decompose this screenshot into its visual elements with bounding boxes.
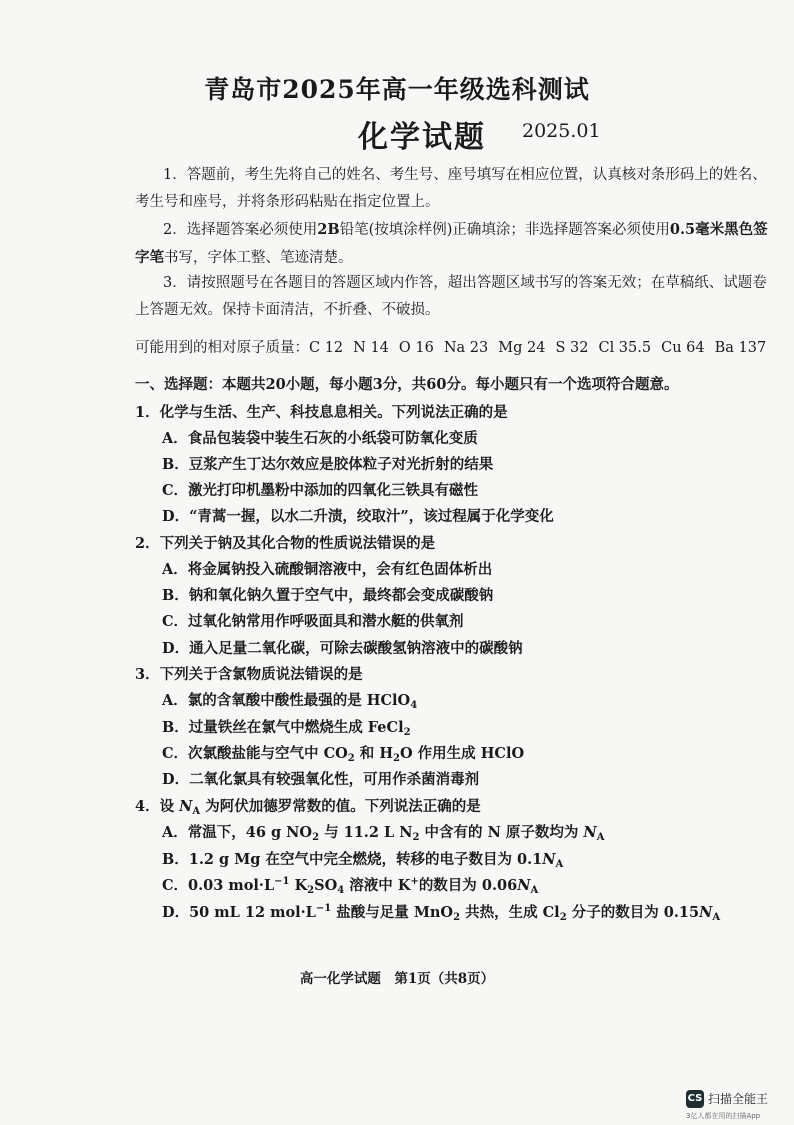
- question-1-option-a: A．食品包装袋中装生石灰的小纸袋可防氧化变质: [162, 430, 478, 447]
- question-3-stem: 3．下列关于含氯物质说法错误的是: [135, 666, 363, 683]
- question-4-option-c: C．0.03 $mol\cdot L^{-1}$ $K_2SO_4$ 溶液中 K+的数目为 $0.06N_A$: [162, 876, 539, 896]
- question-3-option-d: D．二氧化氯具有较强氧化性，可用作杀菌消毒剂: [162, 771, 480, 788]
- question-1-option-c: C．激光打印机墨粉中添加的四氧化三铁具有磁性: [162, 482, 479, 499]
- question-2-stem: 2．下列关于钠及其化合物的性质说法错误的是: [135, 535, 436, 552]
- scanner-logo-icon: CS: [686, 1090, 704, 1108]
- instruction-1: 1．答题前，考生先将自己的姓名、考生号、座号填写在相应位置，认真核对条形码上的姓名、考生号和座号，并将条形码粘贴在指定位置上。: [135, 167, 767, 210]
- question-4-stem: 4．设 $N_A$ 为阿伏加德罗常数的值。下列说法正确的是: [135, 798, 481, 817]
- page-footer: 高一化学试题 第1页（共8页）: [299, 971, 495, 987]
- scanner-tagline: 3亿人都在用的扫描App: [686, 1112, 761, 1120]
- section-heading: 一、选择题：本题共20小题，每小题3分，共60分。每小题只有一个选项符合题意。: [135, 376, 679, 393]
- scanner-app-name: 扫描全能王: [708, 1092, 769, 1106]
- question-3-option-c: C．次氯酸盐能与空气中 $CO_2$ 和 $H_2O$ 作用生成 HClO: [162, 745, 525, 764]
- question-2-option-d: D．通入足量二氧化碳，可除去碳酸氢钠溶液中的碳酸钠: [162, 640, 523, 657]
- question-2-option-b: B．钠和氧化钠久置于空气中，最终都会变成碳酸钠: [162, 587, 494, 604]
- question-2-option-c: C．过氧化钠常用作呼吸面具和潜水艇的供氧剂: [162, 613, 464, 630]
- subject-title: 化学试题: [358, 120, 486, 155]
- question-1-stem: 1．化学与生活、生产、科技息息相关。下列说法正确的是: [135, 404, 508, 421]
- exam-date: 2025.01: [522, 120, 601, 142]
- question-1-option-d: D．“青蒿一握，以水二升渍，绞取汁”，该过程属于化学变化: [162, 508, 554, 525]
- atomic-masses: 可能用到的相对原子质量：C 12 N 14 O 16 Na 23 Mg 24 S 32 Cl 35.5 Cu 64 Ba 137: [135, 340, 767, 356]
- instruction-3: 3．请按照题号在各题目的答题区域内作答，超出答题区域书写的答案无效；在草稿纸、试题卷上答题无效。保持卡面清洁，不折叠、不破损。: [135, 275, 767, 318]
- question-3-option-a: A．氯的含氧酸中酸性最强的是 HClO$_4$: [162, 692, 418, 711]
- question-4-option-b: B．1.2 g Mg 在空气中完全燃烧，转移的电子数目为 $0.1N_A$: [162, 851, 564, 870]
- question-2-option-a: A．将金属钠投入硫酸铜溶液中，会有红色固体析出: [162, 561, 493, 578]
- question-1-option-b: B．豆浆产生丁达尔效应是胶体粒子对光折射的结果: [162, 456, 494, 473]
- exam-title: 青岛市2025年高一年级选科测试: [204, 75, 590, 104]
- question-3-option-b: B．过量铁丝在氯气中燃烧生成 FeCl$_2$: [162, 719, 411, 738]
- instruction-2: 2．选择题答案必须使用2B铅笔(按填涂样例)正确填涂；非选择题答案必须使用0.5毫米黑色签字笔书写，字体工整、笔迹清楚。: [135, 221, 768, 266]
- scanner-watermark: [686, 1088, 786, 1122]
- question-4-option-d: D．50 mL 12 $mol\cdot L^{-1}$ 盐酸与足量 MnO$_2$ 共热，生成 $Cl_2$ 分子的数目为 $0.15N_A$: [162, 903, 721, 923]
- question-4-option-a: A．常温下，46 g $NO_2$ 与 11.2 L $N_2$ 中含有的 N 原子数均为 $N_A$: [162, 824, 605, 843]
